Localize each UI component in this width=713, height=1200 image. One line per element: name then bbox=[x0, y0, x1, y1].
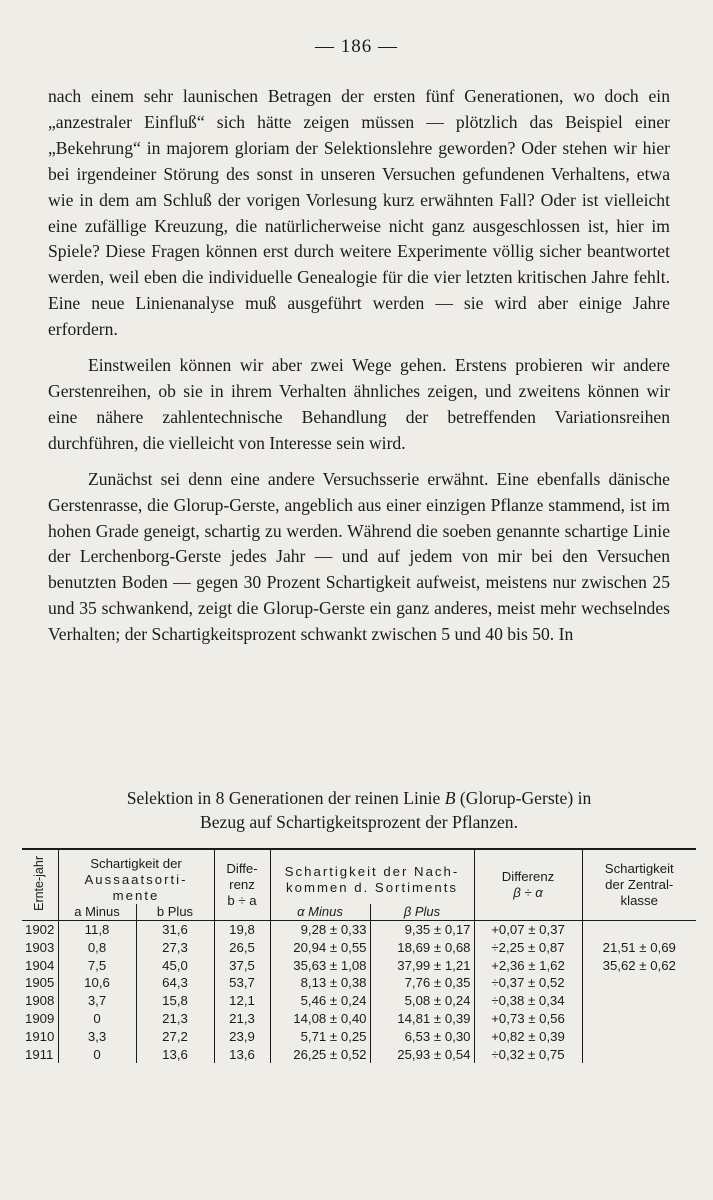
header-alpha-minus: α Minus bbox=[270, 904, 370, 921]
cell-b: 21,3 bbox=[136, 1010, 214, 1028]
cell-a: 0 bbox=[58, 1046, 136, 1064]
paragraph: Einstweilen können wir aber zwei Wege gehen. Erstens probieren wir andere Gerstenreihen, ob sie in ihrem Verhalten ähnliches zeigen, und zweitens können wir eine nähere zahlentechnische Behandlung der betreffenden Variationsreihen durchführen, die vielleicht von Interesse sein wird. bbox=[48, 355, 670, 453]
cell-alpha: 20,94 ± 0,55 bbox=[270, 939, 370, 957]
cell-zentral bbox=[582, 974, 696, 992]
header-zentralklasse: Schartigkeit der Zentral- klasse bbox=[582, 849, 696, 921]
header-row bbox=[22, 849, 696, 904]
cell-a: 3,7 bbox=[58, 992, 136, 1010]
paragraph: nach einem sehr launischen Betragen der ersten fünf Generationen, wo doch ein „anzestraler Einfluß“ sich hätte zeigen müssen — plötzlich das Beispiel einer „Bekehrung“ in majorem gloriam der Selektionslehre geworden? Oder stehen wir hier bei irgendeiner Störung des sonst in unseren Versuchen gefundenen Verhaltens, etwa wie in dem am Schluß der vorigen Vorlesung kurz erwähnten Fall? Oder ist vielleicht eine zufällige Kreuzung, die natürlicherweise nicht ganz ausgeschlossen ist, hier im Spiele? Diese Fragen können erst durch weitere Experimente völlig sicher beantwortet werden, weil eben die individuelle Genealogie für die vier letzten kritischen Jahre fehlt. Eine neue Linienanalyse muß ausgeführt werden — sie wird aber einige Jahre erfordern. bbox=[48, 86, 670, 340]
cell-a: 7,5 bbox=[58, 957, 136, 975]
cell-year: 1905 bbox=[25, 975, 55, 991]
cell-a: 0,8 bbox=[58, 939, 136, 957]
header-year: Ernte-jahr bbox=[22, 849, 58, 921]
cell-b: 27,3 bbox=[136, 939, 214, 957]
page-number: — 186 — bbox=[315, 36, 398, 57]
cell-zentral bbox=[582, 921, 696, 939]
cell-zentral bbox=[582, 1010, 696, 1028]
cell-b: 64,3 bbox=[136, 974, 214, 992]
header-a-minus: a Minus bbox=[58, 904, 136, 921]
cell-zentral: 35,62 ± 0,62 bbox=[582, 957, 696, 975]
table-row bbox=[22, 992, 696, 1010]
table-caption bbox=[48, 786, 670, 834]
caption-line-2: Bezug auf Schartigkeitsprozent der Pflanzen. bbox=[199, 812, 519, 832]
cell-zentral bbox=[582, 1046, 696, 1064]
header-b-plus: b Plus bbox=[136, 904, 214, 921]
cell-year: 1911 bbox=[25, 1046, 54, 1062]
header-beta-plus: β Plus bbox=[370, 904, 474, 921]
cell-a: 3,3 bbox=[58, 1028, 136, 1046]
cell-alpha: 14,08 ± 0,40 bbox=[270, 1010, 370, 1028]
cell-beta: 37,99 ± 1,21 bbox=[370, 957, 474, 975]
cell-b: 31,6 bbox=[136, 921, 214, 939]
header-aussaat: Schartigkeit der Aussaatsorti- mente bbox=[58, 849, 214, 904]
cell-diff: 26,5 bbox=[214, 939, 270, 957]
cell-year: 1902 bbox=[25, 922, 55, 937]
cell-diff: 13,6 bbox=[214, 1046, 270, 1064]
cell-differenz: ÷0,32 ± 0,75 bbox=[474, 1046, 582, 1064]
cell-year: 1910 bbox=[25, 1028, 55, 1044]
cell-diff: 21,3 bbox=[214, 1010, 270, 1028]
table-row bbox=[22, 974, 696, 992]
cell-beta: 18,69 ± 0,68 bbox=[370, 939, 474, 957]
cell-differenz: +0,73 ± 0,56 bbox=[474, 1010, 582, 1028]
cell-alpha: 35,63 ± 1,08 bbox=[270, 957, 370, 975]
cell-beta: 6,53 ± 0,30 bbox=[370, 1028, 474, 1046]
caption-line-1 bbox=[48, 786, 670, 810]
table-row bbox=[22, 1028, 696, 1046]
cell-beta: 14,81 ± 0,39 bbox=[370, 1010, 474, 1028]
cell-differenz: +2,36 ± 1,62 bbox=[474, 957, 582, 975]
caption-text: (Glorup-Gerste) in bbox=[455, 788, 592, 808]
cell-b: 45,0 bbox=[136, 957, 214, 975]
cell-differenz: ÷0,37 ± 0,52 bbox=[474, 974, 582, 992]
body-text bbox=[48, 84, 670, 658]
cell-alpha: 5,46 ± 0,24 bbox=[270, 992, 370, 1010]
cell-a: 11,8 bbox=[58, 921, 136, 939]
cell-diff: 19,8 bbox=[214, 921, 270, 939]
cell-a: 0 bbox=[58, 1010, 136, 1028]
cell-year: 1909 bbox=[25, 1010, 55, 1026]
cell-beta: 25,93 ± 0,54 bbox=[370, 1046, 474, 1064]
table-row bbox=[22, 921, 696, 939]
cell-beta: 7,76 ± 0,35 bbox=[370, 974, 474, 992]
caption-text: Selektion in 8 Generationen der reinen Linie bbox=[126, 788, 445, 808]
cell-differenz: +0,07 ± 0,37 bbox=[474, 921, 582, 939]
cell-differenz: ÷2,25 ± 0,87 bbox=[474, 939, 582, 957]
cell-zentral: 21,51 ± 0,69 bbox=[582, 939, 696, 957]
cell-beta: 9,35 ± 0,17 bbox=[370, 921, 474, 939]
cell-year: 1903 bbox=[25, 939, 55, 955]
cell-year: 1904 bbox=[25, 957, 55, 973]
caption-line-label: B bbox=[444, 788, 456, 808]
header-nachkommen: Schartigkeit der Nach- kommen d. Sortiments bbox=[270, 849, 474, 904]
header-differenz-beta-alpha: Differenz β ÷ α bbox=[474, 849, 582, 921]
table-row bbox=[22, 939, 696, 957]
table-row bbox=[22, 1010, 696, 1028]
cell-alpha: 5,71 ± 0,25 bbox=[270, 1028, 370, 1046]
cell-alpha: 26,25 ± 0,52 bbox=[270, 1046, 370, 1064]
cell-zentral bbox=[582, 992, 696, 1010]
data-table bbox=[22, 848, 696, 1063]
table-row bbox=[22, 1046, 696, 1064]
cell-alpha: 8,13 ± 0,38 bbox=[270, 974, 370, 992]
cell-diff: 37,5 bbox=[214, 957, 270, 975]
cell-differenz: +0,82 ± 0,39 bbox=[474, 1028, 582, 1046]
cell-b: 13,6 bbox=[136, 1046, 214, 1064]
cell-b: 27,2 bbox=[136, 1028, 214, 1046]
cell-zentral bbox=[582, 1028, 696, 1046]
cell-diff: 23,9 bbox=[214, 1028, 270, 1046]
cell-alpha: 9,28 ± 0,33 bbox=[270, 921, 370, 939]
cell-diff: 53,7 bbox=[214, 974, 270, 992]
cell-diff: 12,1 bbox=[214, 992, 270, 1010]
cell-year: 1908 bbox=[25, 993, 55, 1009]
cell-a: 10,6 bbox=[58, 974, 136, 992]
cell-beta: 5,08 ± 0,24 bbox=[370, 992, 474, 1010]
paragraph: Zunächst sei denn eine andere Versuchsserie erwähnt. Eine ebenfalls dänische Gerstenrasse, die Glorup-Gerste, angeblich aus einer einzigen Pflanze stammend, ist im hohen Grade geneigt, schartig zu werden. Während die soeben genannte schartige Linie der Lerchenborg-Gerste jedes Jahr — und auf jedem von mir bei den Versuchen benutzten Boden — gegen 30 Prozent Schartigkeit aufweist, meistens nur zwischen 25 und 35 schwankend, zeigt die Glorup-Gerste ein ganz anderes, meist mehr wechselndes Verhalten; der Schartigkeitsprozent schwankt zwischen 5 und 40 bis 50. In bbox=[48, 468, 670, 645]
header-differenz-b-a: Diffe- renz b ÷ a bbox=[214, 849, 270, 921]
table-row bbox=[22, 957, 696, 975]
cell-b: 15,8 bbox=[136, 992, 214, 1010]
cell-differenz: ÷0,38 ± 0,34 bbox=[474, 992, 582, 1010]
